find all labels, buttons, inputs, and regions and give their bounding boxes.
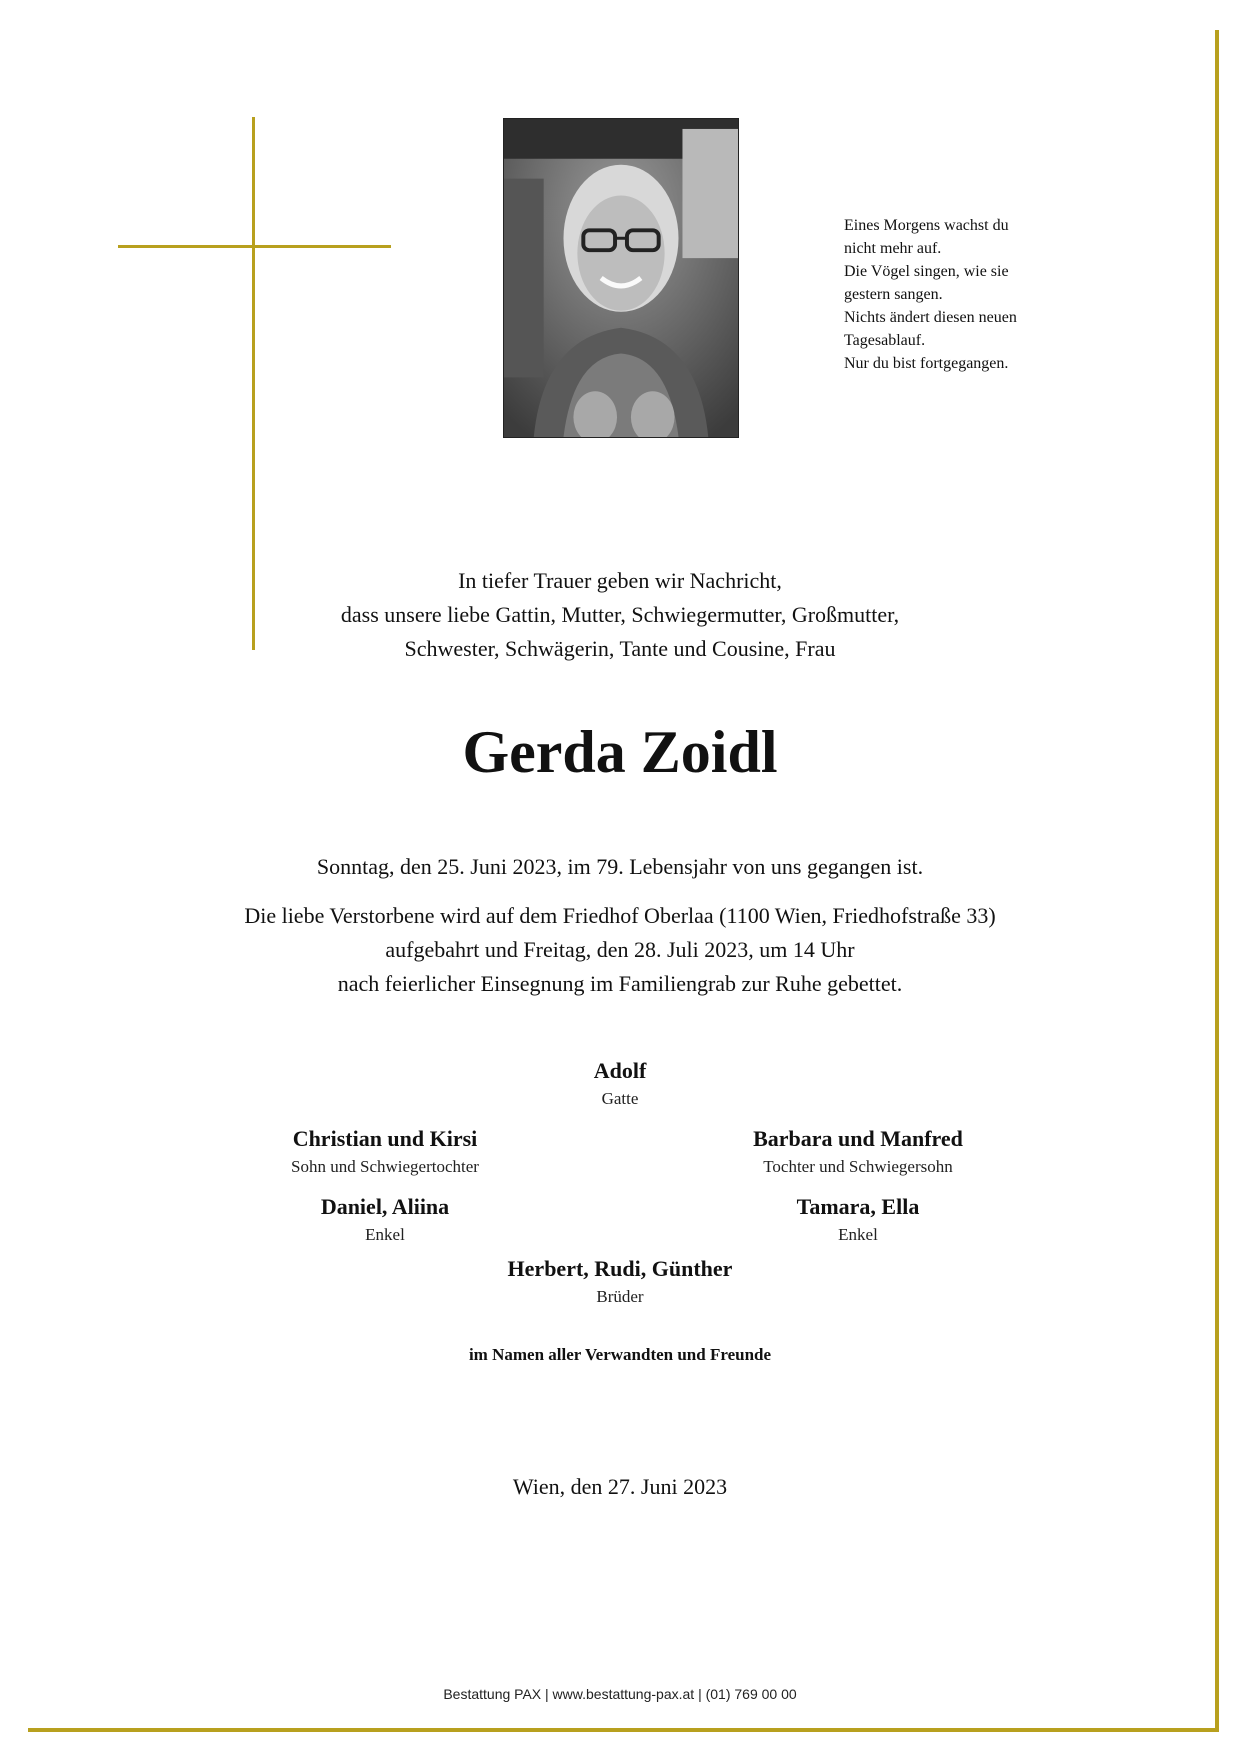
mourner-entry <box>175 1192 595 1248</box>
mourner-name: Tamara, Ella <box>796 1194 920 1219</box>
poem-line: Eines Morgens wachst du <box>844 217 1009 234</box>
mourner-entry <box>410 1056 830 1112</box>
mourner-name: Herbert, Rudi, Günther <box>507 1256 733 1281</box>
mourner-entry <box>175 1124 595 1180</box>
mourner-relation: Enkel <box>365 1225 405 1244</box>
burial-info <box>0 899 1240 1001</box>
burial-line: Die liebe Verstorbene wird auf dem Friedhof Oberlaa (1100 Wien, Friedhofstraße 33) <box>244 903 996 928</box>
place-date: Wien, den 27. Juni 2023 <box>512 1474 728 1499</box>
poem <box>844 214 1084 375</box>
mourner-name: Daniel, Aliina <box>320 1194 450 1219</box>
burial-line: nach feierlicher Einsegnung im Familiengrab zur Ruhe gebettet. <box>337 971 903 996</box>
mourner-relation: Sohn und Schwiegertochter <box>291 1157 479 1176</box>
poem-line: nicht mehr auf. <box>844 240 942 257</box>
poem-line: Tagesablauf. <box>844 332 926 349</box>
burial-line: aufgebahrt und Freitag, den 28. Juli 2023, um 14 Uhr <box>385 937 855 962</box>
poem-line: Nur du bist fortgegangen. <box>844 355 1009 372</box>
announcement-intro <box>0 564 1240 666</box>
mourner-name: Barbara und Manfred <box>753 1126 963 1151</box>
mourner-relation: Brüder <box>596 1287 644 1306</box>
portrait-image <box>504 119 738 437</box>
poem-line: Die Vögel singen, wie sie <box>844 263 1009 280</box>
deceased-name: Gerda Zoidl <box>462 719 778 785</box>
mourner-entry <box>648 1124 1068 1180</box>
frame-bottom-border <box>28 1728 1219 1732</box>
closing-line: im Namen aller Verwandten und Freunde <box>468 1345 772 1364</box>
mourner-relation: Tochter und Schwiegersohn <box>763 1157 953 1176</box>
mourner-entry <box>648 1192 1068 1248</box>
mourner-entry <box>410 1254 830 1310</box>
portrait-photo <box>503 118 739 438</box>
mourner-relation: Enkel <box>838 1225 878 1244</box>
mourner-name: Christian und Kirsi <box>292 1126 478 1151</box>
cross-horizontal-bar <box>118 245 391 248</box>
intro-line: In tiefer Trauer geben wir Nachricht, <box>458 568 782 593</box>
poem-line: Nichts ändert diesen neuen <box>844 309 1017 326</box>
intro-line: dass unsere liebe Gattin, Mutter, Schwiegermutter, Großmutter, <box>340 602 900 627</box>
mourner-relation: Gatte <box>601 1089 639 1108</box>
intro-line: Schwester, Schwägerin, Tante und Cousine, Frau <box>404 636 836 661</box>
poem-line: gestern sangen. <box>844 286 943 303</box>
footer-funeral-home: Bestattung PAX | www.bestattung-pax.at | (01) 769 00 00 <box>443 1686 797 1702</box>
death-notice: Sonntag, den 25. Juni 2023, im 79. Lebensjahr von uns gegangen ist. <box>316 854 924 879</box>
mourner-name: Adolf <box>593 1058 647 1083</box>
